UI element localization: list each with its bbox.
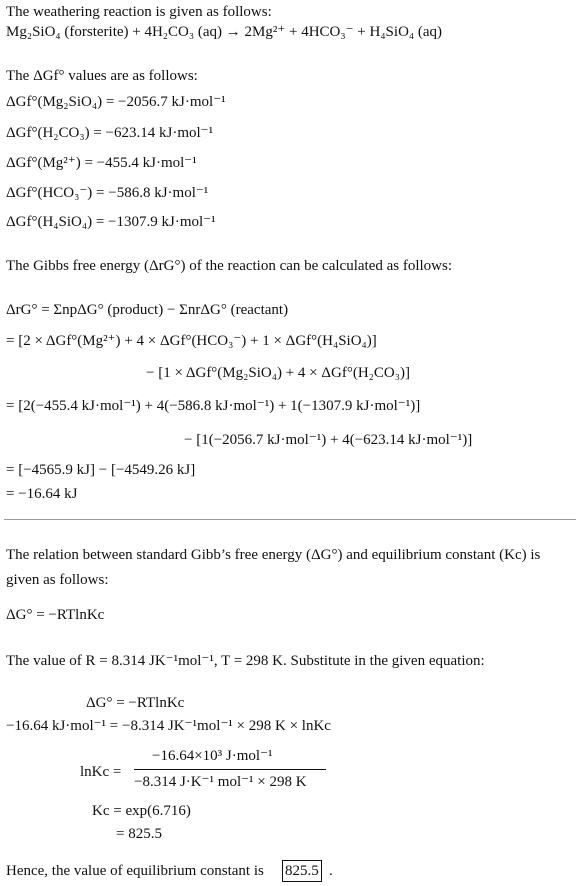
calc-line-5: − [1(−2056.7 kJ·mol⁻¹) + 4(−623.14 kJ·mol⁻¹)] — [184, 432, 473, 448]
fraction-line — [134, 769, 326, 770]
dgf-h2co3: ΔGf°(H₂CO₃) = −623.14 kJ·mol⁻¹ — [6, 125, 214, 141]
calc-line-7: = −16.64 kJ — [6, 486, 78, 502]
reaction-equation: Mg₂SiO₄ (forsterite) + 4H₂CO₃ (aq) → 2Mg²⁺ + 4HCO₃⁻ + H₄SiO₄ (aq) — [6, 24, 443, 40]
dgf-mg2sio4: ΔGf°(Mg₂SiO₄) = −2056.7 kJ·mol⁻¹ — [6, 94, 226, 110]
gibbs-relation-equation: ΔG° = −RTlnKc — [6, 607, 105, 623]
dgf-h4sio4: ΔGf°(H₄SiO₄) = −1307.9 kJ·mol⁻¹ — [6, 214, 216, 230]
substitution-line-1: ΔG° = −RTlnKc — [86, 695, 185, 711]
section-divider — [4, 519, 576, 520]
substitution-line-2: −16.64 kJ·mol⁻¹ = −8.314 JK⁻¹mol⁻¹ × 298 K × lnKc — [6, 718, 331, 734]
lnk-label: lnKc = — [80, 764, 122, 780]
conclusion-text: Hence, the value of equilibrium constant is — [6, 863, 264, 879]
answer-box: 825.5 — [282, 860, 322, 882]
relation-line-2: given as follows: — [6, 572, 109, 588]
calc-line-6: = [−4565.9 kJ] − [−4549.26 kJ] — [6, 462, 196, 478]
calc-line-1: ΔrG° = ΣnpΔG° (product) − ΣnrΔG° (reactant) — [6, 302, 289, 318]
kc-exp-line: Kc = exp(6.716) — [92, 803, 191, 819]
values-line: The value of R = 8.314 JK⁻¹mol⁻¹, T = 298 K. Substitute in the given equation: — [6, 653, 485, 669]
dgf-hco3: ΔGf°(HCO₃⁻) = −586.8 kJ·mol⁻¹ — [6, 185, 209, 201]
dgf-mg: ΔGf°(Mg²⁺) = −455.4 kJ·mol⁻¹ — [6, 155, 197, 171]
final-period: . — [329, 863, 333, 879]
lnk-denominator: −8.314 J·K⁻¹ mol⁻¹ × 298 K — [134, 774, 307, 790]
gibbs-intro: The Gibbs free energy (ΔrG°) of the reaction can be calculated as follows: — [6, 258, 453, 274]
calc-line-2: = [2 × ΔGf°(Mg²⁺) + 4 × ΔGf°(HCO₃⁻) + 1 × ΔGf°(H₄SiO₄)] — [6, 333, 377, 349]
calc-line-3: − [1 × ΔGf°(Mg₂SiO₄) + 4 × ΔGf°(H₂CO₃)] — [146, 365, 410, 381]
weathering-intro: The weathering reaction is given as follows: — [6, 4, 272, 20]
lnk-numerator: −16.64×10³ J·mol⁻¹ — [152, 748, 273, 764]
calc-line-4: = [2(−455.4 kJ·mol⁻¹) + 4(−586.8 kJ·mol⁻¹) + 1(−1307.9 kJ·mol⁻¹)] — [6, 398, 421, 414]
relation-line-1: The relation between standard Gibb’s free energy (ΔG°) and equilibrium constant (Kc) is — [6, 547, 541, 563]
dgf-intro: The ΔGf° values are as follows: — [6, 68, 198, 84]
kc-value-line: = 825.5 — [116, 826, 162, 842]
